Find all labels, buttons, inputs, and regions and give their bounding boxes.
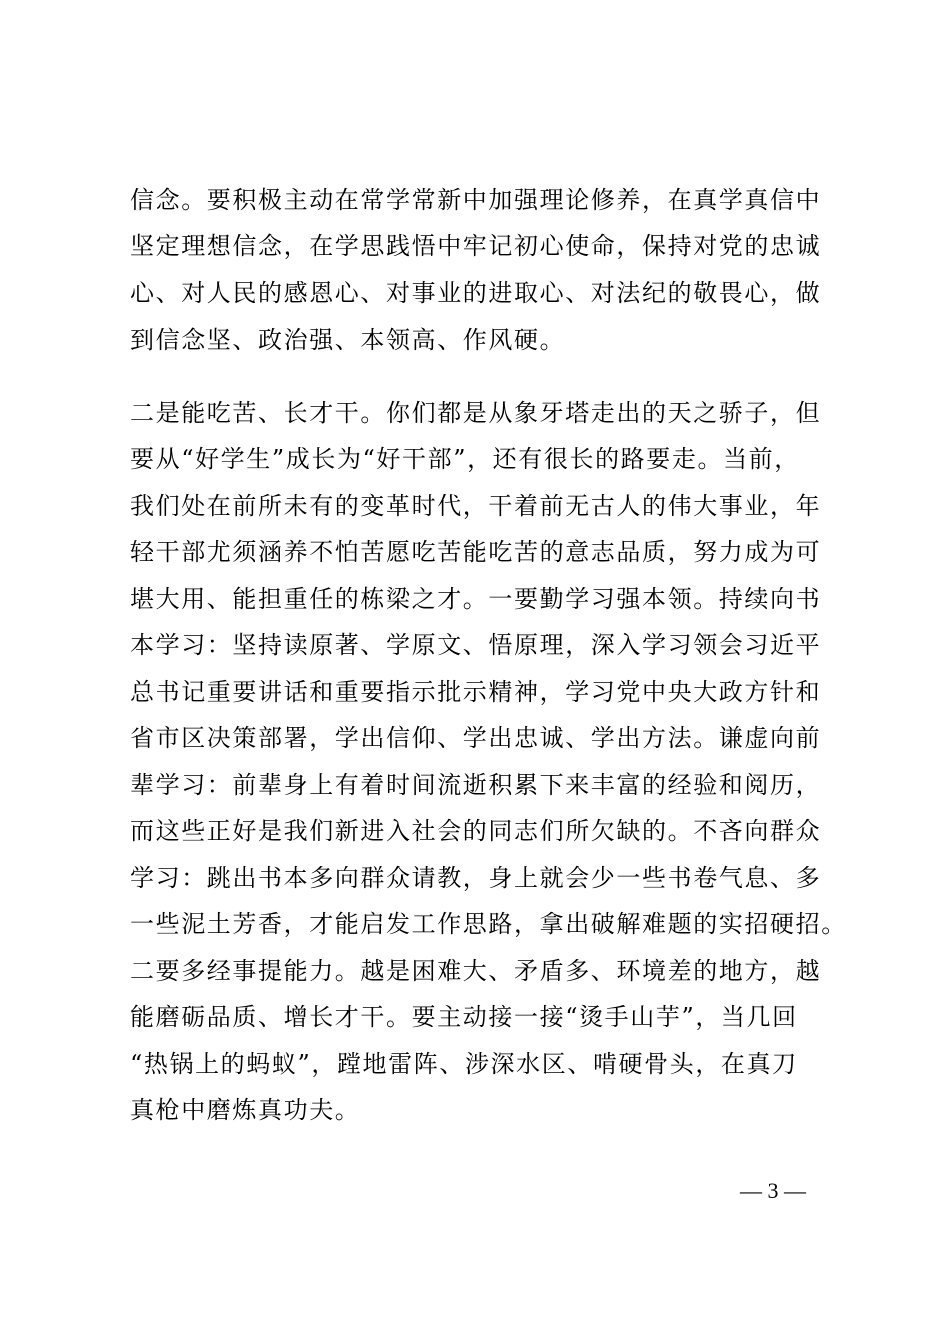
paragraph-line: 二要多经事提能力。越是困难大、矛盾多、环境差的地方，越 — [130, 957, 822, 985]
paragraph-line: 要从“好学生”成长为“好干部”，还有很长的路要走。当前， — [130, 445, 800, 473]
paragraph-line: 我们处在前所未有的变革时代，干着前无古人的伟大事业，年 — [130, 492, 822, 520]
paragraph-line: 坚定理想信念，在学思践悟中牢记初心使命，保持对党的忠诚 — [130, 232, 822, 260]
paragraph-line: 而这些正好是我们新进入社会的同志们所欠缺的。不吝向群众 — [130, 817, 822, 845]
paragraph-line: 一些泥土芳香，才能启发工作思路，拿出破解难题的实招硬招。 — [130, 910, 847, 938]
paragraph-line: 学习：跳出书本多向群众请教，身上就会少一些书卷气息、多 — [130, 864, 822, 892]
paragraph-line: 信念。要积极主动在常学常新中加强理论修养，在真学真信中 — [130, 186, 822, 214]
paragraph-line: 辈学习：前辈身上有着时间流逝积累下来丰富的经验和阅历， — [130, 771, 822, 799]
paragraph-line: 总书记重要讲话和重要指示批示精神，学习党中央大政方针和 — [130, 678, 822, 706]
paragraph-line: 到信念坚、政治强、本领高、作风硬。 — [130, 326, 566, 354]
paragraph-line: 轻干部尤须涵养不怕苦愿吃苦能吃苦的意志品质，努力成为可 — [130, 538, 822, 566]
paragraph-line: 本学习：坚持读原著、学原文、悟原理，深入学习领会习近平 — [130, 631, 822, 659]
page-number: — 3 — — [740, 1178, 806, 1203]
paragraph-line: 真枪中磨炼真功夫。 — [130, 1096, 361, 1124]
paragraph-line: “热锅上的蚂蚁”，蹚地雷阵、涉深水区、啃硬骨头，在真刀 — [130, 1050, 798, 1078]
paragraph-line: 堪大用、能担重任的栋梁之才。一要勤学习强本领。持续向书 — [130, 585, 822, 613]
paragraph-line: 能磨砺品质、增长才干。要主动接一接“烫手山芋”，当几回 — [130, 1003, 798, 1031]
paragraph-line: 二是能吃苦、长才干。你们都是从象牙塔走出的天之骄子，但 — [130, 399, 822, 427]
paragraph-line: 心、对人民的感恩心、对事业的进取心、对法纪的敬畏心，做 — [130, 279, 822, 307]
paragraph-line: 省市区决策部署，学出信仰、学出忠诚、学出方法。谦虚向前 — [130, 724, 822, 752]
